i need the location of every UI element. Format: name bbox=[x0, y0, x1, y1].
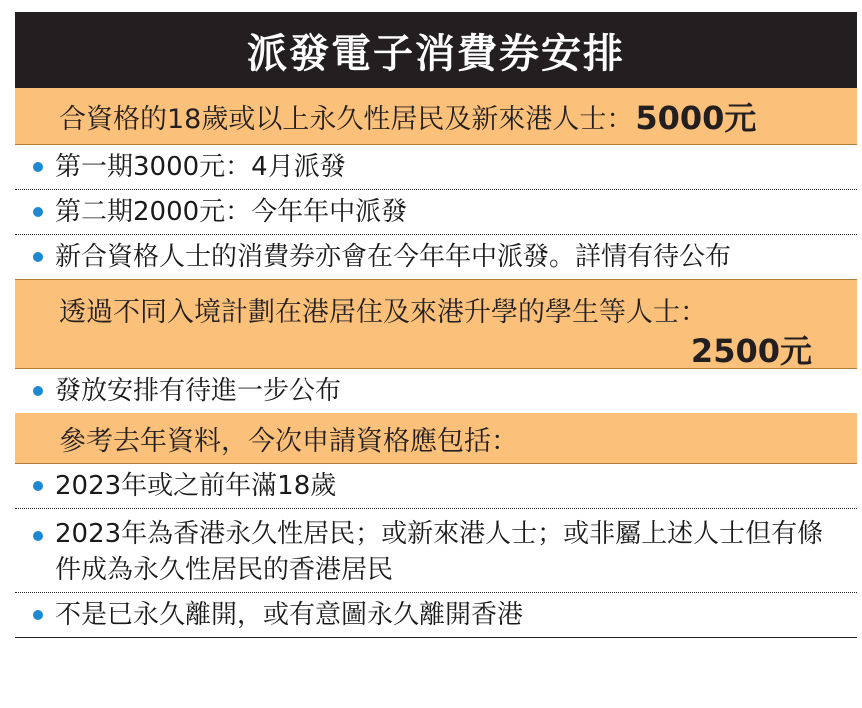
list-item bbox=[15, 593, 857, 638]
section-header-eligible-residents bbox=[15, 88, 857, 145]
amount-5000: 5000元 bbox=[635, 99, 757, 137]
list-item bbox=[15, 509, 857, 593]
list-item bbox=[15, 235, 857, 279]
list-item-text: 新合資格人士的消費券亦會在今年年中派發。詳情有待公布 bbox=[55, 242, 732, 272]
amount-2500: 2500元 bbox=[690, 332, 812, 370]
section-header-text: 透過不同入境計劃在港居住及來港升學的學生等人士： bbox=[59, 297, 707, 328]
bullet-icon bbox=[33, 531, 43, 541]
section-header-students bbox=[15, 279, 857, 369]
bullet-icon bbox=[33, 252, 43, 262]
title-text: 派發電子消費券安排 bbox=[247, 30, 625, 77]
info-card bbox=[15, 12, 857, 638]
list-item bbox=[15, 190, 857, 235]
bullet-icon bbox=[33, 207, 43, 217]
section-header-eligibility bbox=[15, 413, 857, 464]
bullet-icon bbox=[33, 610, 43, 620]
list-item bbox=[15, 369, 857, 413]
bullet-icon bbox=[33, 386, 43, 396]
list-item-text: 第二期2000元：今年年中派發 bbox=[55, 197, 408, 227]
page-title bbox=[15, 12, 857, 88]
list-item bbox=[15, 464, 857, 509]
bullet-icon bbox=[33, 162, 43, 172]
list-item-text: 2023年為香港永久性居民；或新來港人士；或非屬上述人士但有條件成為永久性居民的香港居民 bbox=[55, 519, 824, 585]
list-item-text: 發放安排有待進一步公布 bbox=[55, 376, 342, 406]
section-header-text: 合資格的18歲或以上永久性居民及新來港人士： bbox=[59, 103, 634, 135]
list-item-text: 第一期3000元：4月派發 bbox=[55, 152, 346, 182]
list-item bbox=[15, 145, 857, 190]
section-header-text: 參考去年資料，今次申請資格應包括： bbox=[59, 425, 518, 457]
bullet-icon bbox=[33, 481, 43, 491]
list-item-text: 2023年或之前年滿18歲 bbox=[55, 471, 337, 501]
list-item-text: 不是已永久離開，或有意圖永久離開香港 bbox=[55, 600, 524, 630]
